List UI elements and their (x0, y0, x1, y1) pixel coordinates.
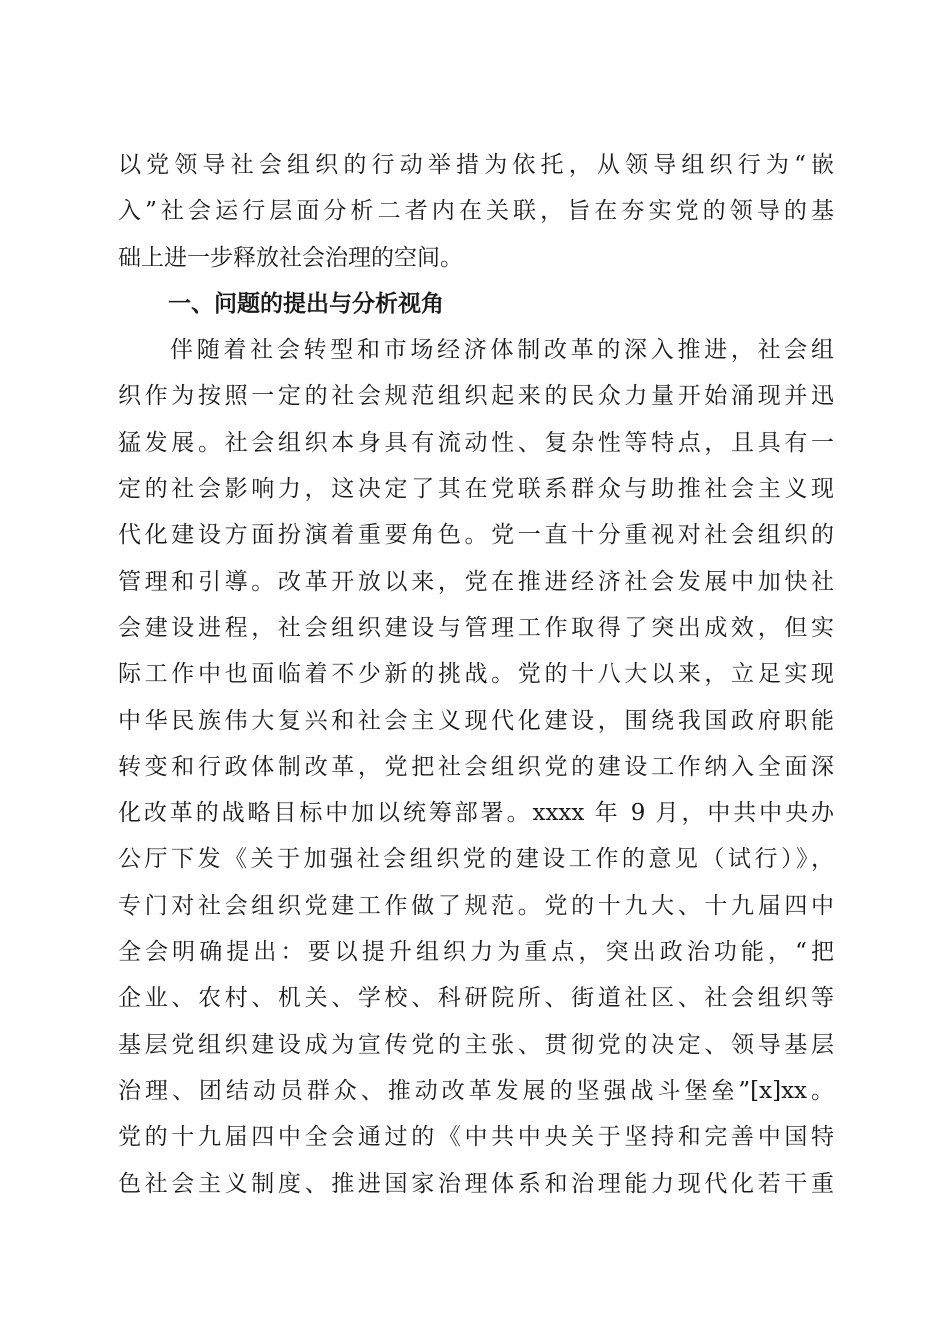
text-line: 全会明确提出：要以提升组织力为重点，突出政治功能，“把 (118, 939, 834, 966)
text-line: 化改革的战略目标中加以统筹部署。xxxx 年 9 月，中共中央办 (118, 800, 834, 827)
text-line: 定的社会影响力，这决定了其在党联系群众与助推社会主义现 (118, 476, 834, 503)
text-line: 基层党组织建设成为宣传党的主张、贯彻党的决定、领导基层 (118, 1031, 834, 1058)
text-line: 础上进一步释放社会治理的空间。 (118, 244, 463, 271)
text-line: 公厅下发《关于加强社会组织党的建设工作的意见（试行）》， (118, 846, 834, 873)
text-line: 际工作中也面临着不少新的挑战。党的十八大以来，立足实现 (118, 661, 834, 688)
text-line: 专门对社会组织党建工作做了规范。党的十九大、十九届四中 (118, 892, 834, 919)
text-line: 中华民族伟大复兴和社会主义现代化建设，围绕我国政府职能 (118, 707, 834, 734)
text-line: 伴随着社会转型和市场经济体制改革的深入推进，社会组 (170, 337, 834, 364)
text-line: 以党领导社会组织的行动举措为依托，从领导组织行为“嵌 (118, 152, 834, 178)
document-body (118, 142, 834, 1207)
text-line: 入”社会运行层面分析二者内在关联，旨在夯实党的领导的基 (118, 198, 834, 225)
text-line: 色社会主义制度、推进国家治理体系和治理能力现代化若干重 (118, 1170, 834, 1197)
text-line: 党的十九届四中全会通过的《中共中央关于坚持和完善中国特 (118, 1124, 834, 1151)
text-line: 猛发展。社会组织本身具有流动性、复杂性等特点，且具有一 (118, 429, 834, 456)
text-line: 管理和引導。改革开放以来，党在推进经济社会发展中加快社 (118, 568, 834, 595)
text-line: 企业、农村、机关、学校、科研院所、街道社区、社会组织等 (118, 985, 834, 1012)
text-line: 代化建设方面扮演着重要角色。党一直十分重视对社会组织的 (118, 522, 834, 549)
text-line: 转变和行政体制改革，党把社会组织党的建设工作纳入全面深 (118, 753, 834, 780)
text-line: 织作为按照一定的社会规范组织起来的民众力量开始涌现并迅 (118, 383, 834, 410)
text-line: 会建设进程，社会组织建设与管理工作取得了突出成效，但实 (118, 614, 834, 641)
text-line: 治理、团结动员群众、推动改革发展的坚强战斗堡垒”[x]xx。 (118, 1077, 834, 1104)
section-heading: 一、问题的提出与分析视角 (168, 290, 444, 317)
